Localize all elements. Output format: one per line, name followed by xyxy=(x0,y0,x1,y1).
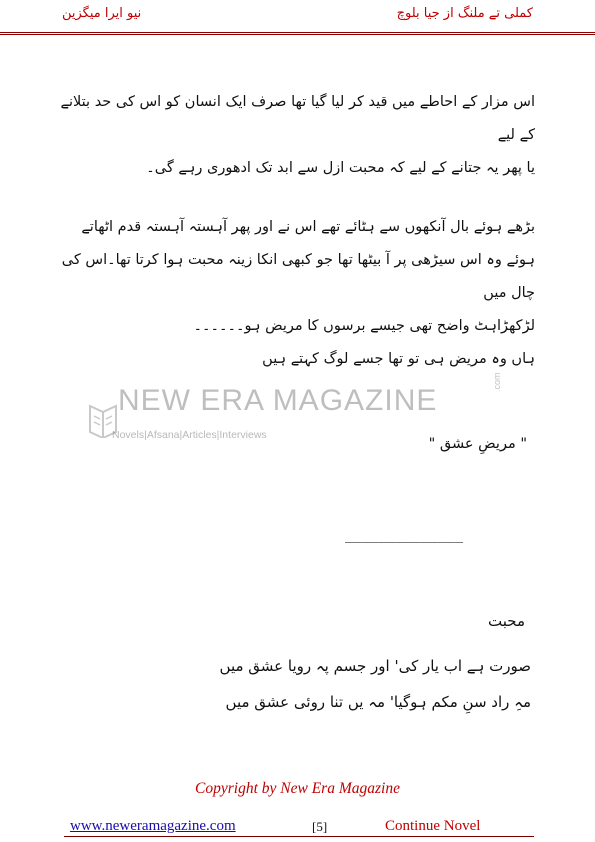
book-logo-icon xyxy=(86,398,120,438)
separator-line: ______________ xyxy=(345,527,464,543)
watermark-domain: .com xyxy=(492,372,502,392)
quote-text: " مریضِ عشق " xyxy=(428,436,527,452)
paragraph-1 xyxy=(55,86,535,185)
watermark-subtitle: Novels|Afsana|Articles|Interviews xyxy=(112,429,267,441)
magazine-name: نیو ایرا میگزین xyxy=(62,6,142,21)
paragraph-line: ہاں وہ مریض ہی تو تھا جسے لوگ کہتے ہیں xyxy=(262,351,535,367)
paragraph-line: بڑھے ہوئے بال آنکھوں سے ہٹائے تھے اس نے اور پھر آہستہ آہستہ قدم اٹھاتے xyxy=(81,219,535,235)
paragraph-2 xyxy=(55,211,535,376)
continue-novel-label: Continue Novel xyxy=(385,818,481,834)
poem xyxy=(111,648,531,720)
poem-title: محبت xyxy=(488,612,525,630)
poem-line: مہِ راد سنِ مکم ہوگیا' مہ یں تنا روئی عشق میں xyxy=(225,693,531,711)
watermark-title: NEW ERA MAGAZINE xyxy=(118,384,438,417)
paragraph-line: لڑکھڑاہٹ واضح تھی جیسے برسوں کا مریض ہو۔۔۔۔۔۔ xyxy=(193,318,535,334)
copyright-notice: Copyright by New Era Magazine xyxy=(195,780,400,797)
poem-line: صورت ہے اب یار کی' اور جسم پہ رویا عشق میں xyxy=(219,657,531,675)
paragraph-line: اس مزار کے احاطے میں قید کر لیا گیا تھا صرف ایک انسان کو اس کی حد بتلانے کے لیے xyxy=(60,94,535,143)
website-link[interactable]: www.neweramagazine.com xyxy=(70,818,236,834)
paragraph-line: ہوئے وہ اس سیڑھی پر آ بیٹھا تھا جو کبھی انکا زینہ محبت ہوا کرتا تھا۔اس کی چال میں xyxy=(61,252,535,301)
paragraph-line: یا پھر یہ جتانے کے لیے کہ محبت ازل سے ابد تک ادھوری رہے گی۔ xyxy=(146,160,535,176)
story-title: کملی تے ملنگ از جیا بلوچ xyxy=(396,6,533,21)
page-number: [5] xyxy=(312,819,328,834)
header-divider xyxy=(0,32,595,35)
footer-divider xyxy=(64,836,534,837)
